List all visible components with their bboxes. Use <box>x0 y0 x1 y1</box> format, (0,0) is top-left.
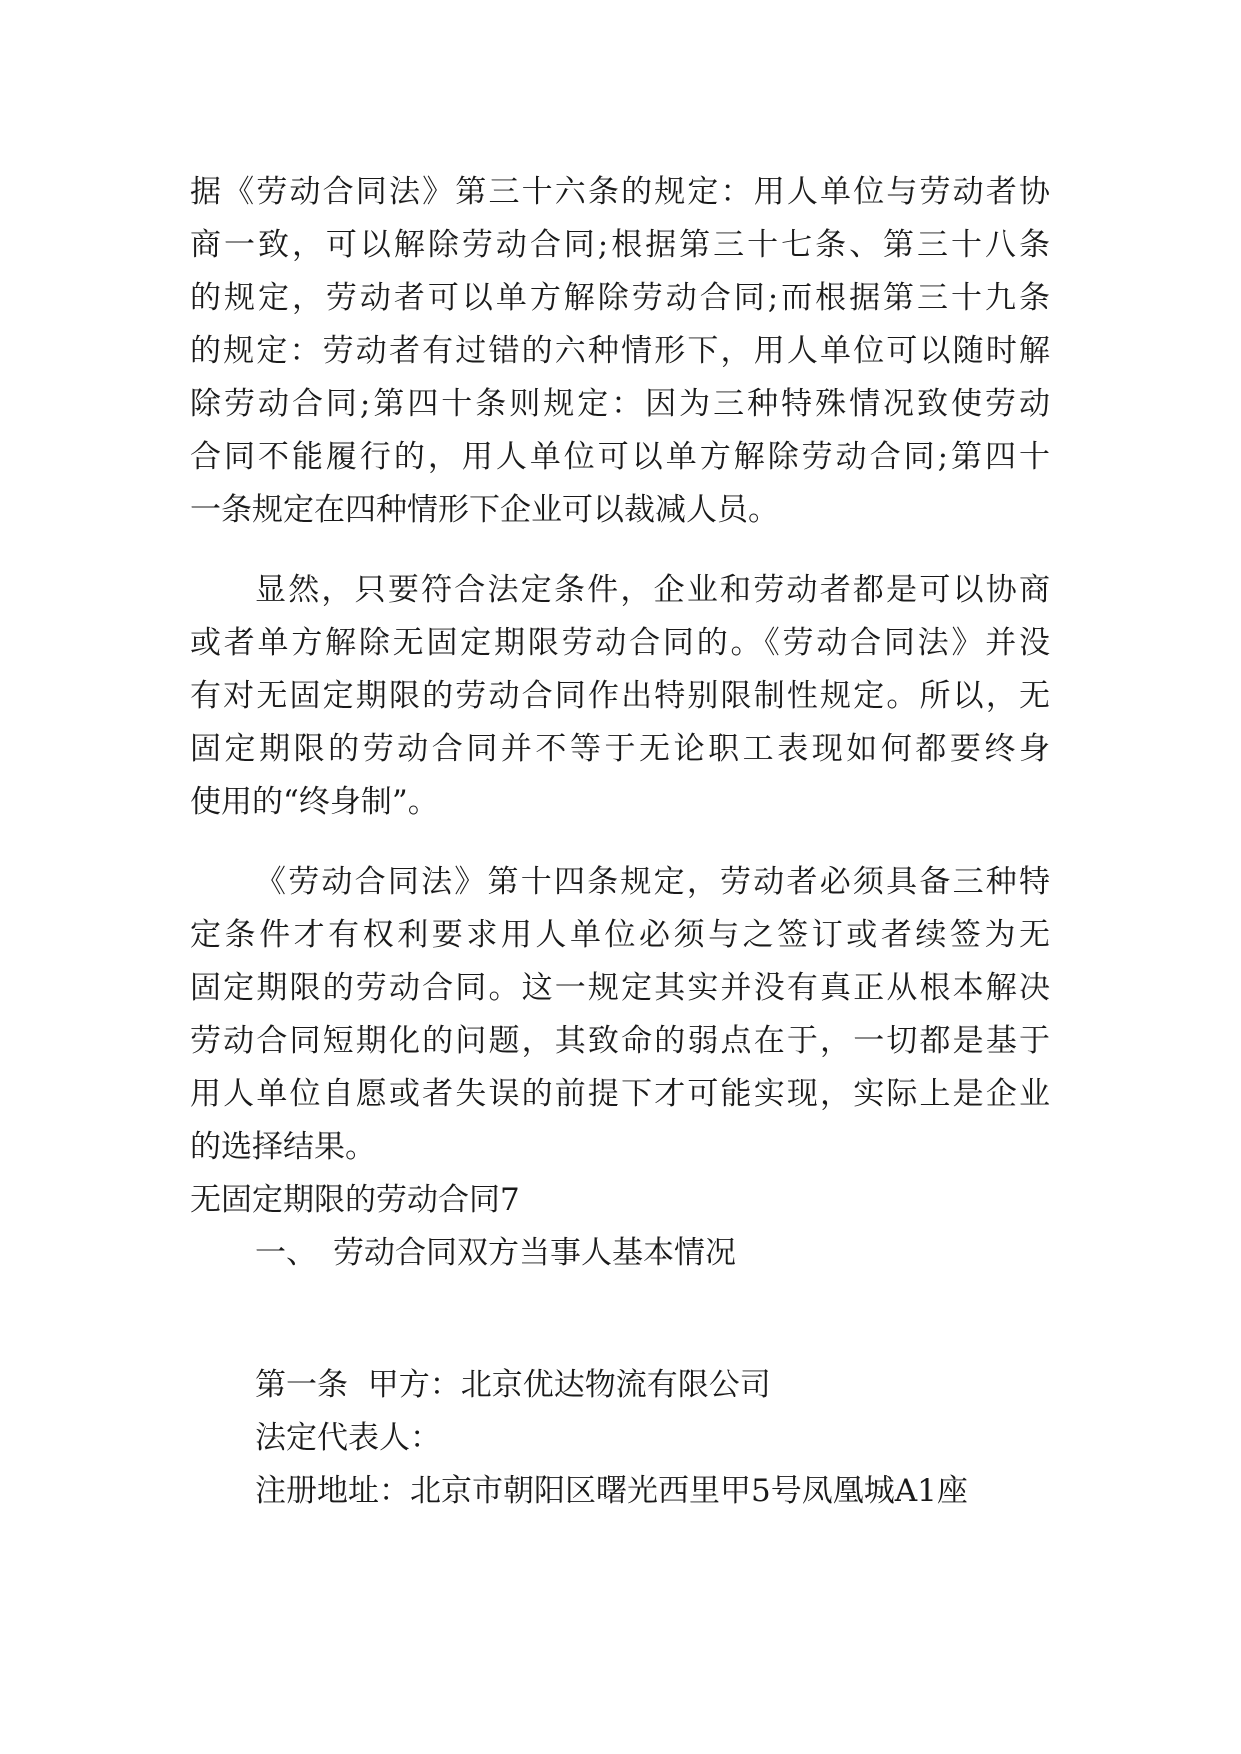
paragraph-2-line-5: 使用的“终身制”。 <box>190 784 439 820</box>
paragraph-1-line-7: 一条规定在四种情形下企业可以裁减人员。 <box>190 492 779 528</box>
article-party-a: 第一条 甲方：北京优达物流有限公司 <box>255 1367 771 1403</box>
paragraph-2-line-1: 显然，只要符合法定条件，企业和劳动者都是可以协商 <box>255 572 1050 608</box>
heading-number: 一、 <box>255 1235 317 1271</box>
paragraph-2-line-2: 或者单方解除无固定期限劳动合同的。《劳动合同法》并没 <box>190 625 1050 661</box>
paragraph-3-line-1: 《劳动合同法》第十四条规定，劳动者必须具备三种特 <box>255 864 1050 900</box>
paragraph-3-line-4: 劳动合同短期化的问题，其致命的弱点在于，一切都是基于 <box>190 1023 1050 1059</box>
section-heading <box>255 1233 1115 1273</box>
paragraph-1-line-6: 合同不能履行的，用人单位可以单方解除劳动合同;第四十 <box>190 439 1050 475</box>
article-legal-representative: 法定代表人： <box>255 1420 441 1456</box>
paragraph-3-line-2: 定条件才有权利要求用人单位必须与之签订或者续签为无 <box>190 917 1050 953</box>
section-title: 无固定期限的劳动合同7 <box>190 1182 520 1218</box>
heading-text: 劳动合同双方当事人基本情况 <box>333 1235 736 1271</box>
paragraph-3-line-3: 固定期限的劳动合同。这一规定其实并没有真正从根本解决 <box>190 970 1050 1006</box>
paragraph-3-line-5: 用人单位自愿或者失误的前提下才可能实现，实际上是企业 <box>190 1076 1050 1112</box>
paragraph-1-line-5: 除劳动合同;第四十条则规定：因为三种特殊情况致使劳动 <box>190 386 1050 422</box>
paragraph-1-line-4: 的规定：劳动者有过错的六种情形下，用人单位可以随时解 <box>190 333 1050 369</box>
paragraph-2-line-4: 固定期限的劳动合同并不等于无论职工表现如何都要终身 <box>190 731 1050 767</box>
paragraph-1-line-3: 的规定，劳动者可以单方解除劳动合同;而根据第三十九条 <box>190 280 1050 316</box>
paragraph-3-line-6: 的选择结果。 <box>190 1129 376 1165</box>
paragraph-1-line-2: 商一致，可以解除劳动合同;根据第三十七条、第三十八条 <box>190 227 1050 263</box>
paragraph-1-line-1: 据《劳动合同法》第三十六条的规定：用人单位与劳动者协 <box>190 174 1050 210</box>
paragraph-2-line-3: 有对无固定期限的劳动合同作出特别限制性规定。所以，无 <box>190 678 1050 714</box>
article-registered-address: 注册地址：北京市朝阳区曙光西里甲5号凤凰城A1座 <box>255 1473 968 1509</box>
